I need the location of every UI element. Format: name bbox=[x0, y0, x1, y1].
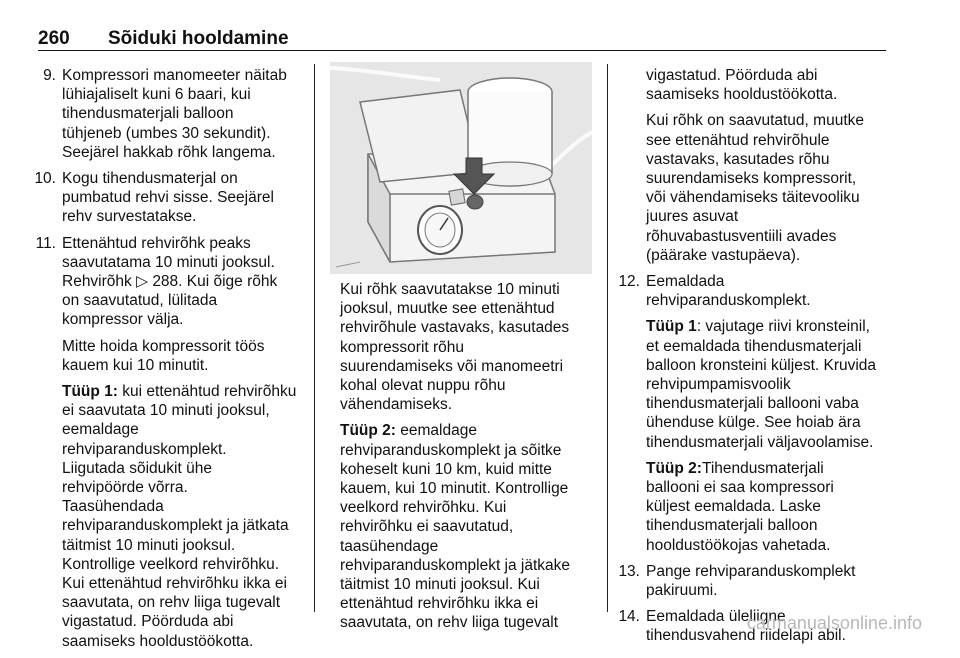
list-item-13 bbox=[618, 562, 886, 600]
section-title: Sõiduki hooldamine bbox=[108, 28, 289, 49]
text-line: Taasühendada bbox=[62, 498, 164, 516]
text-line: küljest eemaldada. Laske bbox=[646, 498, 821, 516]
text-line: vähendamiseks. bbox=[340, 396, 453, 414]
text-span: Tihendusmaterjali bbox=[701, 459, 824, 477]
column-middle bbox=[340, 280, 595, 640]
type-label: Tüüp 1: bbox=[62, 383, 118, 401]
text-line: lühiajaliselt kuni 6 baari, kui bbox=[62, 86, 251, 104]
text-line: vastavaks, kasutades rõhu bbox=[646, 150, 830, 168]
paragraph-continued bbox=[646, 66, 886, 104]
text-line: suurendamiseks või manomeetri bbox=[340, 357, 564, 375]
text-line: rehvipöörde võrra. bbox=[62, 479, 188, 497]
text-line: Kontrollige veelkord rehvirõhku. bbox=[62, 555, 280, 573]
text-line: rehvipumpamisvoolik bbox=[646, 376, 791, 394]
text-line: rehviparanduskomplekt ja jätkata bbox=[62, 517, 289, 535]
text-line: rehvirõhule vastavaks, kasutades bbox=[340, 319, 570, 337]
page-header bbox=[38, 28, 886, 50]
text-line: et eemaldada tihendusmaterjali bbox=[646, 337, 862, 355]
text-line: (päärake vastupäeva). bbox=[646, 246, 801, 264]
text-line: rõhuvabastusventiili avades bbox=[646, 227, 837, 245]
text-line: täitmist 10 minuti jooksul. bbox=[62, 536, 236, 554]
text-line: saavutata, on rehv liiga tugevalt bbox=[340, 614, 558, 632]
text-line: ballooni ei saa kompressori bbox=[646, 479, 834, 497]
list-number: 10. bbox=[34, 170, 56, 188]
list-item-12 bbox=[618, 272, 886, 310]
text-line: veelkord rehvirõhku. Kui bbox=[340, 499, 507, 517]
text-line bbox=[646, 317, 886, 336]
list-item-10 bbox=[34, 169, 300, 227]
text-line: tihendusvahend riidelapi abil. bbox=[646, 627, 846, 645]
text-span: kui ettenähtud rehvirõhku bbox=[117, 383, 297, 401]
text-line: saamiseks hooldustöökotta. bbox=[646, 86, 838, 104]
list-item-9 bbox=[38, 66, 300, 162]
paragraph-tyyp-2 bbox=[340, 421, 595, 632]
list-number: 13. bbox=[618, 562, 640, 580]
text-line: kauem, kui 10 minutit. Kontrollige bbox=[340, 480, 569, 498]
text-line: balloon kronsteini küljest. Kruvida bbox=[646, 356, 877, 374]
column-left bbox=[34, 66, 300, 658]
type-label: Tüüp 2: bbox=[340, 422, 396, 440]
text-line: täitmist 10 minuti jooksul. Kui bbox=[340, 576, 540, 594]
text-line bbox=[62, 382, 300, 401]
text-line: on saavutatud, lülitada bbox=[62, 292, 218, 310]
text-line: kompressor välja. bbox=[62, 311, 184, 329]
text-line: Liigutada sõidukit ühe bbox=[62, 459, 212, 477]
text-line: Kui rõhk saavutatakse 10 minuti bbox=[340, 281, 560, 298]
watermark: carmanualsonline.info bbox=[746, 613, 922, 633]
column-divider bbox=[314, 64, 315, 612]
paragraph-kui-rohk bbox=[646, 111, 886, 265]
text-line: Kogu tihendusmaterjal on bbox=[62, 170, 238, 188]
text-line: Kompressori manomeeter näitab bbox=[62, 67, 287, 84]
text-line: tihendusmaterjali balloon bbox=[646, 517, 818, 535]
text-line: kauem kui 10 minutit. bbox=[62, 356, 209, 374]
text-line: rehviparanduskomplekt. bbox=[646, 292, 811, 310]
text-line: eemaldage bbox=[62, 421, 139, 439]
text-line: ettenähtud rehvirõhku ikka ei bbox=[340, 595, 539, 613]
text-line: kohal olevat nuppu rõhu bbox=[340, 377, 506, 395]
column-divider bbox=[607, 64, 608, 612]
text-line: Ettenähtud rehvirõhk peaks bbox=[62, 234, 251, 252]
text-line: Mitte hoida kompressorit töös bbox=[62, 337, 265, 355]
text-line: jooksul, muutke see ettenähtud bbox=[340, 300, 555, 318]
compressor-illustration bbox=[330, 62, 592, 274]
text-line: rehviparanduskomplekt. bbox=[62, 440, 227, 458]
list-item-11 bbox=[35, 234, 300, 330]
text-line bbox=[646, 459, 886, 478]
type-label: Tüüp 1 bbox=[646, 318, 697, 336]
text-line: tihendusmaterjali balloon bbox=[62, 105, 234, 123]
text-line: juures asuvat bbox=[646, 208, 739, 226]
text-line: kompressorit rõhu bbox=[340, 338, 465, 356]
text-line: Eemaldada üleliigne bbox=[646, 608, 786, 626]
text-line: pakiruumi. bbox=[646, 582, 718, 600]
text-line: või vähendamiseks täitevooliku bbox=[646, 189, 860, 207]
text-line: Kui ettenähtud rehvirõhku ikka ei bbox=[62, 575, 287, 593]
text-span: eemaldage bbox=[395, 422, 477, 440]
paragraph-mitte bbox=[62, 337, 300, 375]
text-line: Rehvirõhk ▷ 288. Kui õige rõhk bbox=[62, 273, 278, 291]
text-line: see ettenähtud rehvirõhule bbox=[646, 131, 830, 149]
text-line: ei saavutata 10 minuti jooksul, bbox=[62, 402, 270, 420]
text-line: tühjeneb (umbes 30 sekundit). bbox=[62, 124, 271, 142]
text-line: pumbatud rehvi sisse. Seejärel bbox=[62, 189, 274, 207]
text-line: ühenduse külge. See hoiab ära bbox=[646, 414, 861, 432]
page-number: 260 bbox=[38, 28, 70, 49]
text-line: Seejärel hakkab rõhk langema. bbox=[62, 143, 276, 161]
text-line: koheselt kuni 10 km, kuid mitte bbox=[340, 460, 552, 478]
compressor-drawing bbox=[330, 62, 592, 274]
text-line: tihendusmaterjali ballooni vaba bbox=[646, 395, 859, 413]
paragraph-tyyp-1-right bbox=[646, 317, 886, 451]
text-line: rehv survestatakse. bbox=[62, 208, 197, 226]
text-line bbox=[340, 421, 595, 440]
paragraph-tyyp-1 bbox=[62, 382, 300, 651]
text-line: hooldustöökojas vahetada. bbox=[646, 536, 831, 554]
text-line: Kui rõhk on saavutatud, muutke bbox=[646, 112, 864, 130]
list-number: 9. bbox=[43, 67, 56, 84]
text-span: : vajutage riivi kronsteinil, bbox=[696, 318, 870, 336]
text-line: vigastatud. Pöörduda abi bbox=[646, 67, 818, 84]
text-line: tihendusmaterjali väljavoolamise. bbox=[646, 433, 874, 451]
list-number: 11. bbox=[35, 234, 56, 252]
list-number: 14. bbox=[618, 608, 640, 626]
type-label: Tüüp 2: bbox=[646, 459, 702, 477]
column-right bbox=[618, 66, 886, 653]
text-line: saavutatama 10 minuti jooksul. bbox=[62, 253, 275, 271]
text-line: rehvirõhku ei saavutatud, bbox=[340, 518, 514, 536]
list-number: 12. bbox=[618, 273, 640, 291]
text-line: rehviparanduskomplekt ja sõitke bbox=[340, 441, 562, 459]
paragraph-pressure bbox=[340, 280, 595, 414]
text-line: taasühendage bbox=[340, 537, 439, 555]
text-line: rehviparanduskomplekt ja jätkake bbox=[340, 556, 571, 574]
header-rule bbox=[38, 50, 886, 51]
paragraph-tyyp-2-right bbox=[646, 459, 886, 555]
text-line: saavutata, on rehv liiga tugevalt bbox=[62, 594, 280, 612]
text-line: Eemaldada bbox=[646, 273, 725, 291]
text-line: Pange rehviparanduskomplekt bbox=[646, 562, 856, 580]
text-line: suurendamiseks kompressorit, bbox=[646, 170, 857, 188]
text-line: saamiseks hooldustöökotta. bbox=[62, 632, 254, 650]
text-line: vigastatud. Pöörduda abi bbox=[62, 613, 234, 631]
